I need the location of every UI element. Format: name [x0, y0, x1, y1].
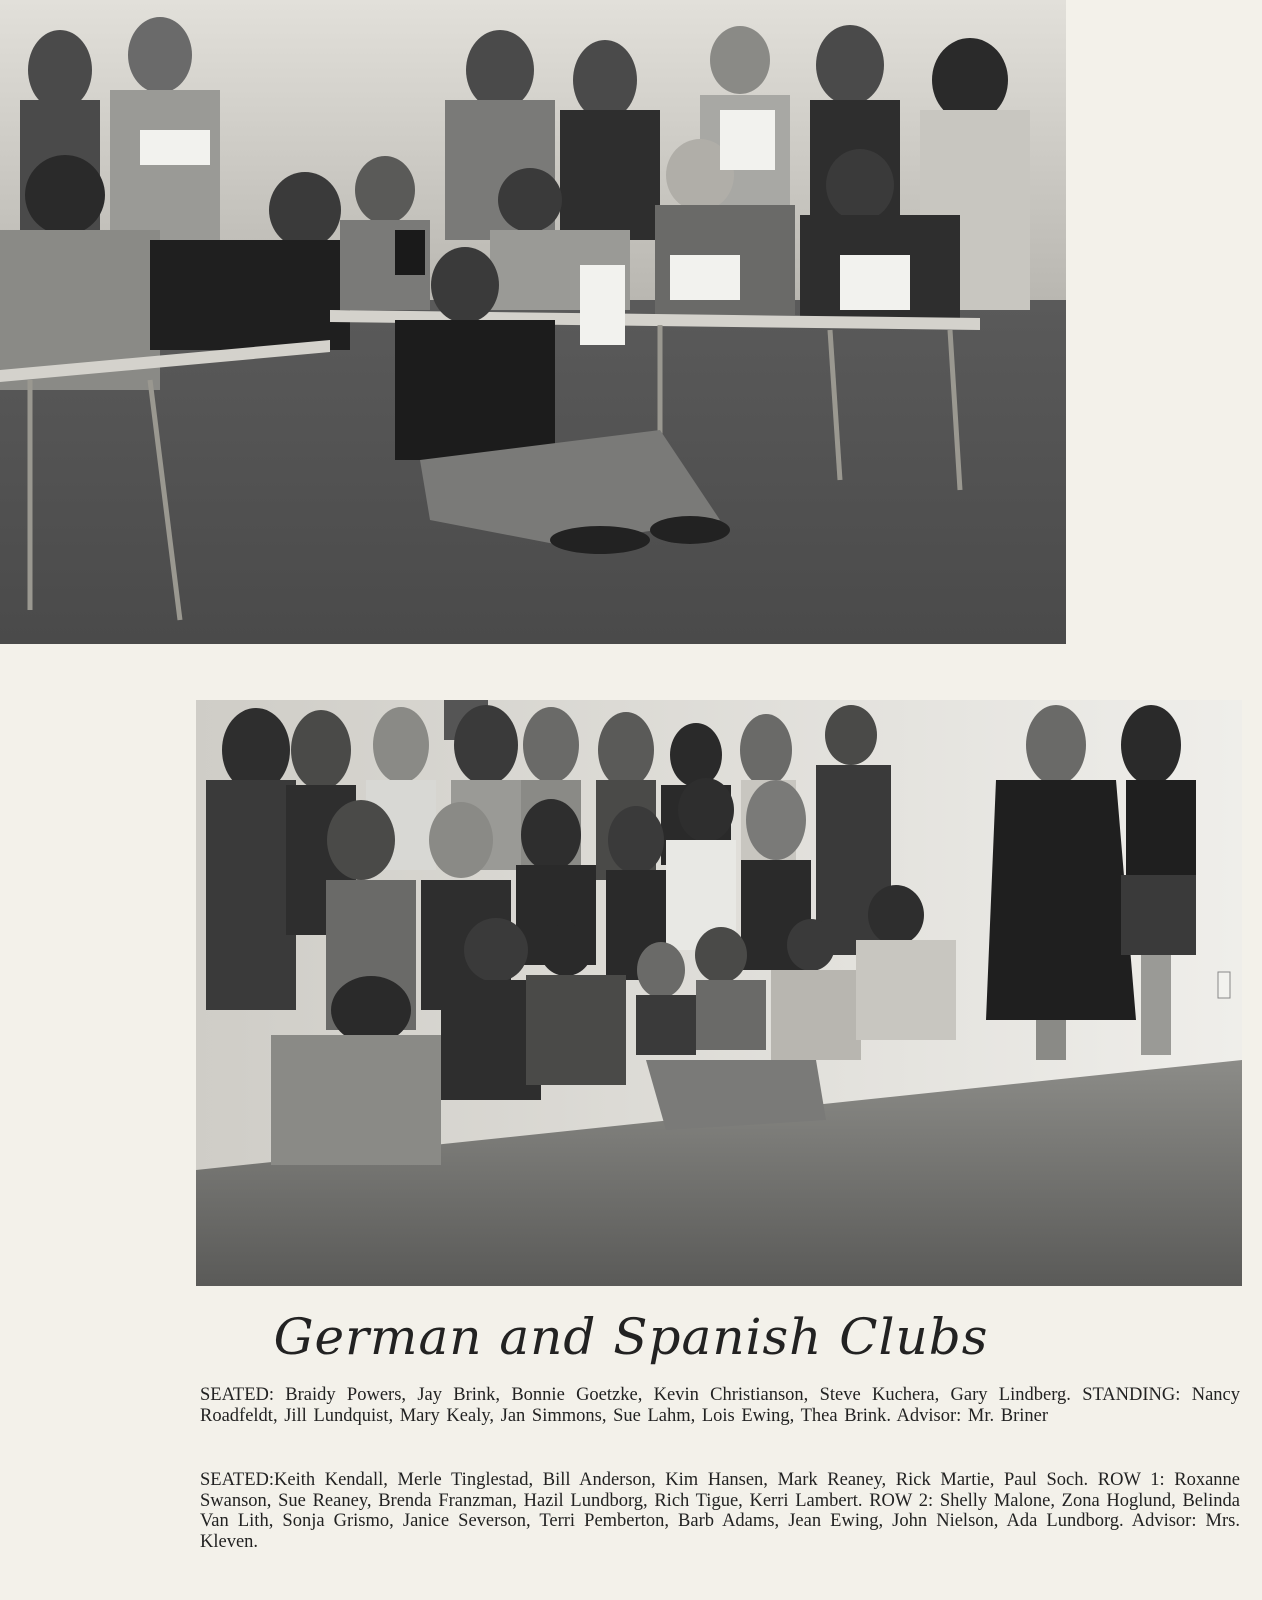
spanish-club-photo — [196, 700, 1242, 1286]
german-club-caption: SEATED: Braidy Powers, Jay Brink, Bonnie Goetzke, Kevin Christianson, Steve Kuchera, Gary Lindberg. STANDING: Nancy Roadfeldt, Jill Lundquist, Mary Kealy, Jan Simmons, Sue Lahm, Lois Ewing, Thea Brink. Advisor: Mr. Briner — [200, 1385, 1240, 1426]
spanish-club-caption: SEATED:Keith Kendall, Merle Tinglestad, Bill Anderson, Kim Hansen, Mark Reaney, Rick Martie, Paul Soch. ROW 1: Roxanne Swanson, Sue Reaney, Brenda Franzman, Hazil Lundborg, Rich Tigue, Kerri Lambert. ROW 2: Shelly Malone, Zona Hoglund, Belinda Van Lith, Sonja Grismo, Janice Severson, Terri Pemberton, Barb Adams, Jean Ewing, John Nielson, Ada Lundborg. Advisor: Mrs. Kleven. — [200, 1470, 1240, 1552]
german-club-photo-illustration — [0, 0, 1066, 644]
page-title: German and Spanish Clubs — [273, 1308, 989, 1366]
german-club-photo — [0, 0, 1066, 644]
spanish-club-photo-illustration — [196, 700, 1242, 1286]
